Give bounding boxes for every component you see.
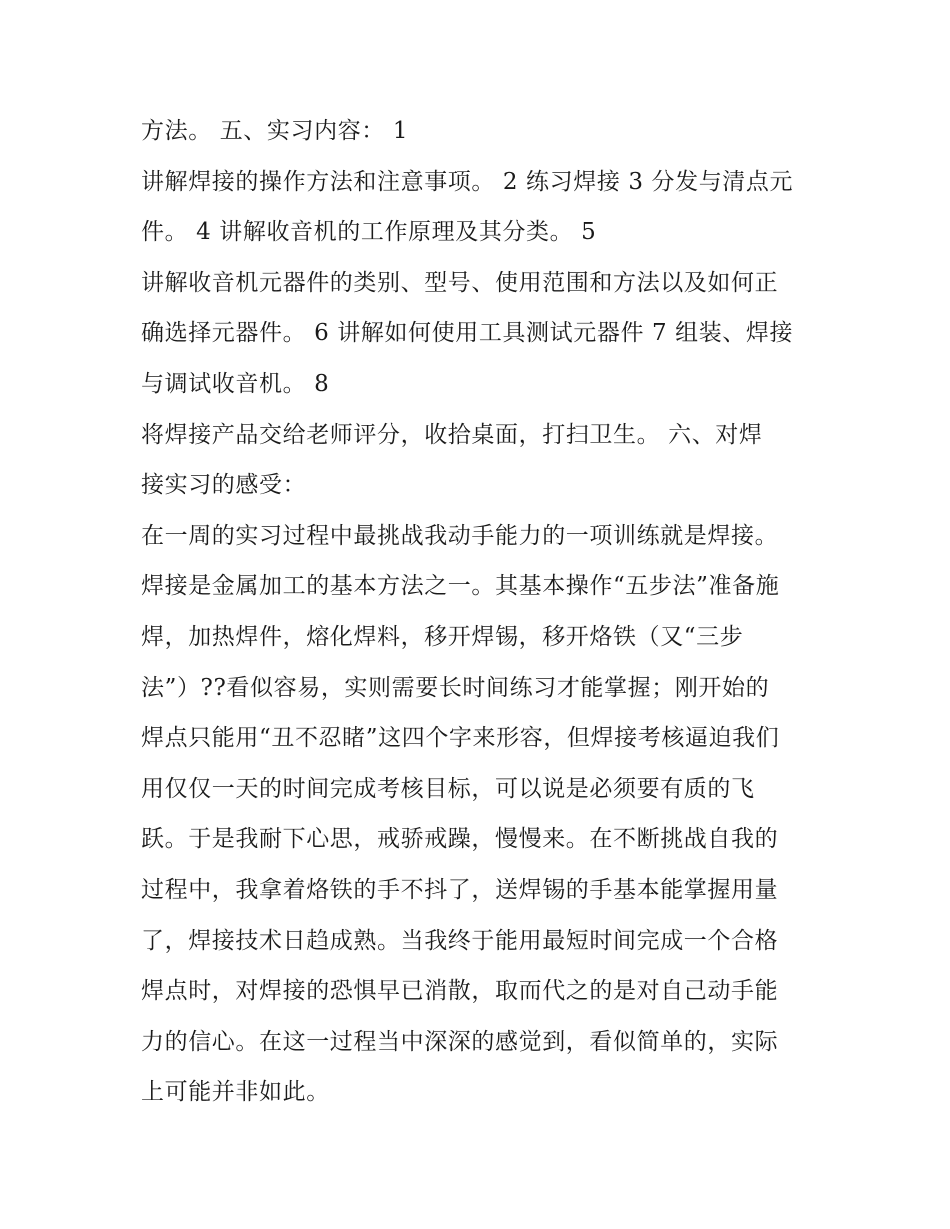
text-line: 了，焊接技术日趋成熟。当我终于能用最短时间完成一个合格: [141, 927, 779, 954]
text-line: 讲解收音机元器件的类别、型号、使用范围和方法以及如何正: [141, 269, 779, 296]
text-line: 讲解焊接的操作方法和注意事项。 2 练习焊接 3 分发与清点元: [141, 168, 794, 195]
text-line: 接实习的感受：: [141, 472, 307, 499]
text-line: 上可能并非如此。: [141, 1079, 330, 1106]
text-line: 焊点时，对焊接的恐惧早已消散，取而代之的是对自己动手能: [141, 978, 779, 1005]
text-line: 焊点只能用“丑不忍睹”这四个字来形容，但焊接考核逼迫我们: [141, 725, 780, 752]
text-line: 力的信心。在这一过程当中深深的感觉到，看似简单的，实际: [141, 1028, 779, 1055]
text-line: 与调试收音机。 8: [141, 370, 330, 397]
text-line: 在一周的实习过程中最挑战我动手能力的一项训练就是焊接。: [141, 522, 779, 549]
text-line: 将焊接产品交给老师评分，收拾桌面，打扫卫生。 六、对焊: [141, 421, 763, 448]
text-line: 方法。 五、实习内容： 1: [141, 118, 409, 144]
text-line: 过程中，我拿着烙铁的手不抖了，送焊锡的手基本能掌握用量: [141, 876, 779, 903]
document-body: [141, 106, 821, 1118]
text-line: 焊接是金属加工的基本方法之一。其基本操作“五步法”准备施: [141, 573, 780, 600]
text-line: 跃。于是我耐下心思，戒骄戒躁，慢慢来。在不断挑战自我的: [141, 826, 779, 853]
text-line: 确选择元器件。 6 讲解如何使用工具测试元器件 7 组装、焊接: [141, 320, 794, 347]
text-line: 法”）??看似容易，实则需要长时间练习才能掌握；刚开始的: [141, 674, 770, 701]
text-line: 焊，加热焊件，熔化焊料，移开焊锡，移开烙铁（又“三步: [141, 623, 744, 650]
text-line: 用仅仅一天的时间完成考核目标，可以说是必须要有质的飞: [141, 775, 755, 802]
text-line: 件。 4 讲解收音机的工作原理及其分类。 5: [141, 219, 597, 246]
